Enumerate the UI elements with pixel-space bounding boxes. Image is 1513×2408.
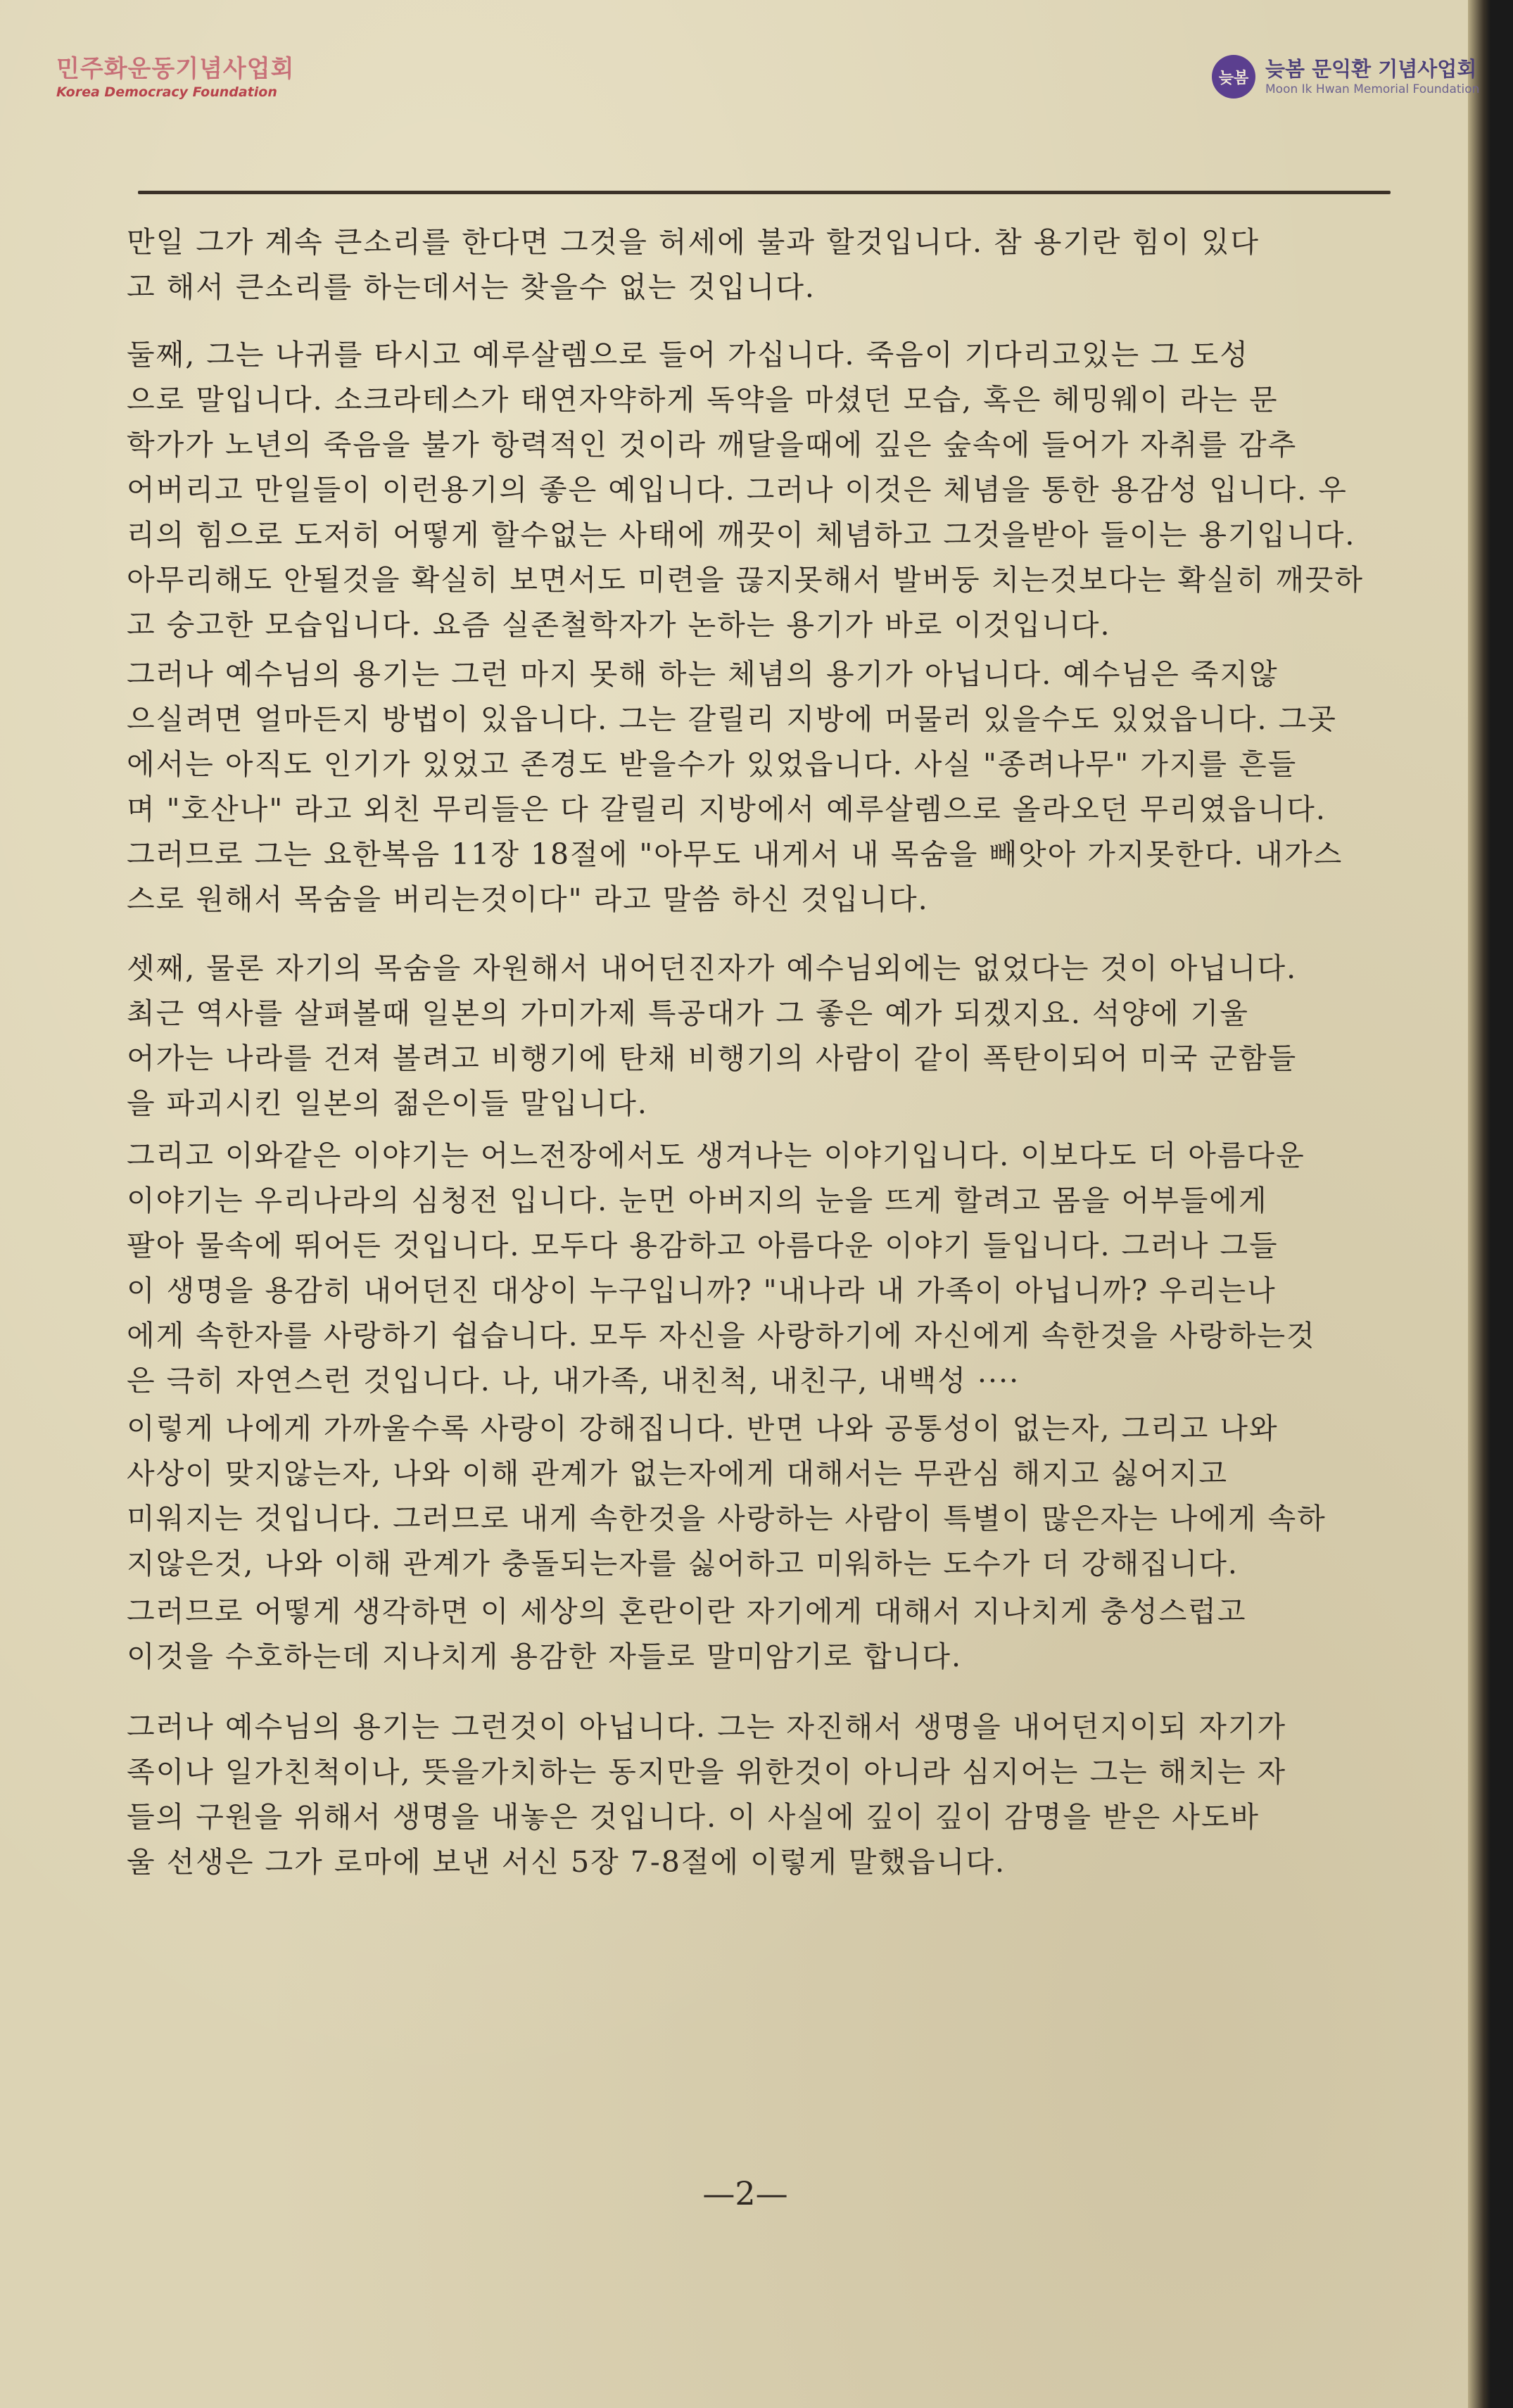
paragraph — [127, 946, 1393, 1126]
text-line: 그리고 이와같은 이야기는 어느전장에서도 생겨나는 이야기입니다. 이보다도 더 아름다운 — [127, 1139, 1305, 1172]
text-line: 에게 속한자를 사랑하기 쉽습니다. 모두 자신을 사랑하기에 자신에게 속한것을 사랑하는것 — [127, 1319, 1316, 1352]
text-line: 만일 그가 계속 큰소리를 한다면 그것을 허세에 불과 할것입니다. 참 용기란 힘이 있다 — [127, 225, 1260, 259]
text-line: 그러나 예수님의 용기는 그런것이 아닙니다. 그는 자진해서 생명을 내어던지이되 자기가 — [127, 1710, 1287, 1744]
text-line: 은 극히 자연스런 것입니다. 나, 내가족, 내친척, 내친구, 내백성 ···· — [127, 1364, 1020, 1398]
page-edge — [1468, 0, 1490, 2408]
text-line: 팔아 물속에 뛰어든 것입니다. 모두다 용감하고 아름다운 이야기 들입니다. 그러나 그들 — [127, 1229, 1279, 1262]
text-line: 이 생명을 용감히 내어던진 대상이 누구입니까? "내나라 내 가족이 아닙니까? 우리는나 — [127, 1274, 1277, 1307]
text-line: 으실려면 얼마든지 방법이 있읍니다. 그는 갈릴리 지방에 머물러 있을수도 있었읍니다. 그곳 — [127, 702, 1337, 736]
handwritten-sermon-text — [127, 220, 1393, 1884]
text-line: 으로 말입니다. 소크라테스가 태연자약하게 독약을 마셨던 모습, 혹은 헤밍웨이 라는 문 — [127, 383, 1279, 417]
text-line: 어버리고 만일들이 이런용기의 좋은 예입니다. 그러나 이것은 체념을 통한 용감성 입니다. 우 — [127, 473, 1348, 507]
paragraph — [127, 1133, 1393, 1403]
text-line: 그러므로 어떻게 생각하면 이 세상의 혼란이란 자기에게 대해서 지나치게 충성스럽고 — [127, 1595, 1247, 1628]
text-line: 리의 힘으로 도저히 어떻게 할수없는 사태에 깨끗이 체념하고 그것을받아 들이는 용기입니다. — [127, 518, 1356, 552]
text-line: 어가는 나라를 건져 볼려고 비행기에 탄채 비행기의 사람이 같이 폭탄이되어 미국 군함들 — [127, 1041, 1298, 1075]
paragraph — [127, 220, 1393, 310]
paragraph — [127, 652, 1393, 922]
logo-left-english: Korea Democracy Foundation — [56, 84, 277, 100]
text-line: 들의 구원을 위해서 생명을 내놓은 것입니다. 이 사실에 깊이 깊이 감명을 받은 사도바 — [127, 1800, 1260, 1834]
text-line: 그러므로 그는 요한복음 11장 18절에 "아무도 내게서 내 목숨을 빼앗아 가지못한다. 내가스 — [127, 837, 1343, 871]
text-line: 스로 원해서 목숨을 버리는것이다" 라고 말씀 하신 것입니다. — [127, 882, 929, 916]
text-line: 며 "호산나" 라고 외친 무리들은 다 갈릴리 지방에서 예루살렘으로 올라오던 무리였읍니다. — [127, 792, 1327, 826]
logo-left-korean: 민주화운동기념사업회 — [56, 55, 295, 83]
paragraph — [127, 332, 1393, 647]
text-line: 족이나 일가친척이나, 뜻을가치하는 동지만을 위한것이 아니라 심지어는 그는 해치는 자 — [127, 1755, 1287, 1789]
korea-democracy-foundation-logo — [56, 55, 294, 101]
text-line: 미워지는 것입니다. 그러므로 내게 속한것을 사랑하는 사람이 특별이 많은자는 나에게 속하 — [127, 1502, 1327, 1535]
text-line: 최근 역사를 살펴볼때 일본의 가미가제 특공대가 그 좋은 예가 되겠지요. 석양에 기울 — [127, 996, 1249, 1030]
text-line: 울 선생은 그가 로마에 보낸 서신 5장 7-8절에 이렇게 말했읍니다. — [127, 1845, 1006, 1879]
text-line: 고 해서 큰소리를 하는데서는 찾을수 없는 것입니다. — [127, 270, 816, 304]
text-line: 이것을 수호하는데 지나치게 용감한 자들로 말미암기로 합니다. — [127, 1640, 962, 1673]
text-line: 사상이 맞지않는자, 나와 이해 관계가 없는자에게 대해서는 무관심 해지고 싫어지고 — [127, 1457, 1228, 1490]
paragraph — [127, 1704, 1393, 1884]
text-line: 에서는 아직도 인기가 있었고 존경도 받을수가 있었읍니다. 사실 "종려나무" 가지를 흔들 — [127, 747, 1298, 781]
paragraph — [127, 1406, 1393, 1586]
header-rule — [138, 191, 1391, 194]
moon-ik-hwan-foundation-logo — [1212, 55, 1479, 99]
text-line: 학가가 노년의 죽음을 불가 항력적인 것이라 깨달을때에 깊은 숲속에 들어가 자취를 감추 — [127, 428, 1298, 462]
text-line: 이렇게 나에게 가까울수록 사랑이 강해집니다. 반면 나와 공통성이 없는자, 그리고 나와 — [127, 1412, 1279, 1445]
text-line: 고 숭고한 모습입니다. 요즘 실존철학자가 논하는 용기가 바로 이것입니다. — [127, 608, 1111, 642]
text-line: 지않은것, 나와 이해 관계가 충돌되는자를 싫어하고 미워하는 도수가 더 강해집니다. — [127, 1547, 1239, 1580]
text-line: 셋째, 물론 자기의 목숨을 자원해서 내어던진자가 예수님외에는 없었다는 것이 아닙니다. — [127, 951, 1298, 985]
logo-right-korean: 늦봄 문익환 기념사업회 — [1265, 57, 1477, 81]
page-number: —2— — [702, 2174, 788, 2212]
text-line: 아무리해도 안될것을 확실히 보면서도 미련을 끊지못해서 발버둥 치는것보다는 확실히 깨끗하 — [127, 563, 1364, 597]
neutbom-emblem-icon: 늦봄 — [1212, 55, 1255, 99]
text-line: 을 파괴시킨 일본의 젊은이들 말입니다. — [127, 1086, 648, 1120]
text-line: 그러나 예수님의 용기는 그런 마지 못해 하는 체념의 용기가 아닙니다. 예수님은 죽지않 — [127, 657, 1279, 691]
text-line: 둘째, 그는 나귀를 타시고 예루살렘으로 들어 가십니다. 죽음이 기다리고있는 그 도성 — [127, 338, 1249, 372]
logo-right-english: Moon Ik Hwan Memorial Foundation — [1265, 82, 1480, 96]
text-line: 이야기는 우리나라의 심청전 입니다. 눈먼 아버지의 눈을 뜨게 할려고 몸을 어부들에게 — [127, 1184, 1268, 1217]
paragraph — [127, 1589, 1393, 1679]
